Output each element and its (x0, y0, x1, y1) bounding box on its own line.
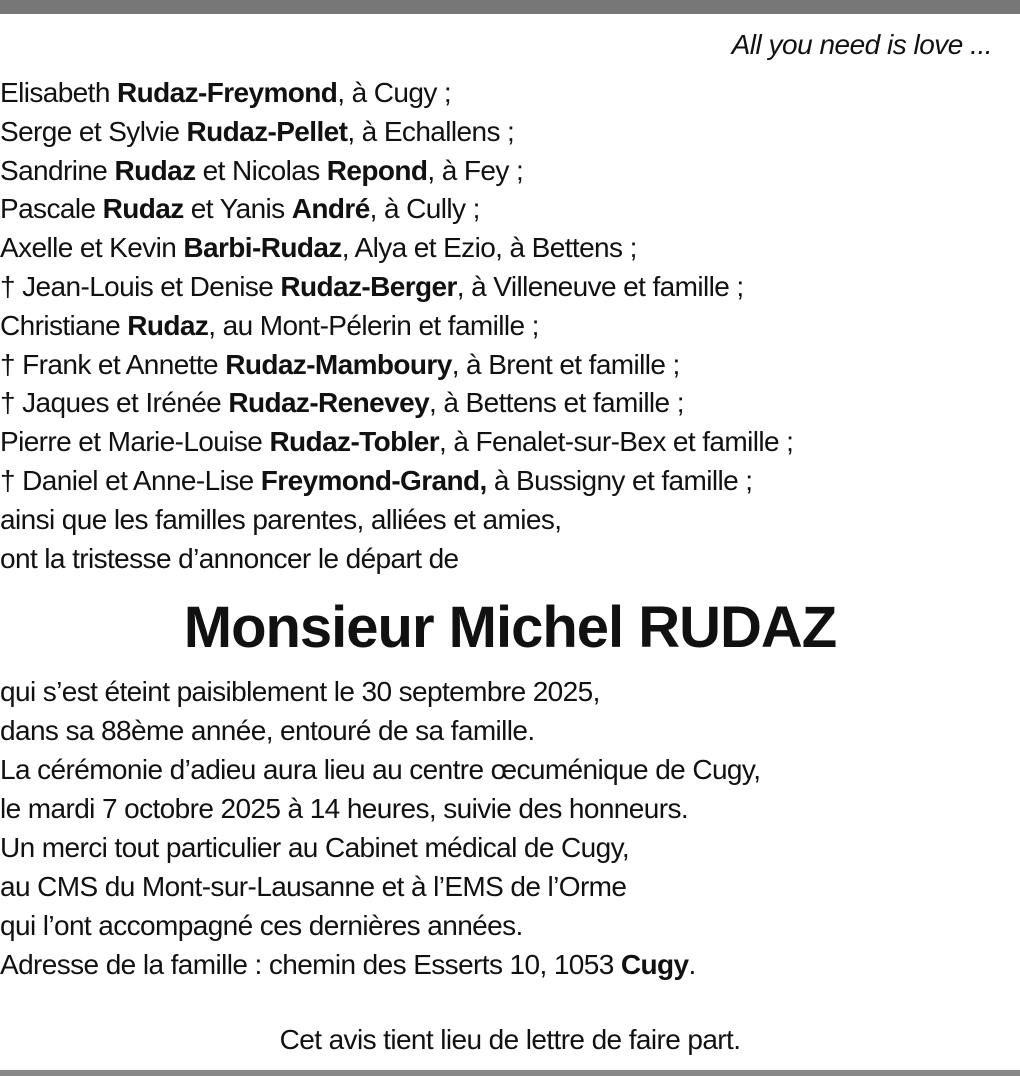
text: La cérémonie d’adieu aura lieu au centre œcuménique de Cugy, (0, 754, 761, 785)
family-line (0, 540, 1020, 579)
text: Christiane (0, 309, 128, 341)
text: le mardi 7 octobre 2025 à 14 heures, suivie des honneurs. (0, 793, 689, 824)
body-line (0, 672, 1020, 711)
surname: Rudaz-Berger (280, 270, 457, 302)
text: Axelle et Kevin (0, 232, 184, 264)
family-line (0, 501, 1020, 540)
text: , à Brent et famille ; (451, 348, 680, 380)
text: Pierre et Marie-Louise (0, 426, 270, 458)
family-line (0, 152, 1020, 191)
family-line (0, 229, 1020, 268)
bold-text: Cugy (620, 949, 689, 980)
body-line (0, 711, 1020, 750)
body-line (0, 906, 1020, 945)
family-line (0, 462, 1020, 501)
text: au CMS du Mont-sur-Lausanne et à l’EMS de l’Orme (0, 871, 627, 902)
family-line (0, 384, 1020, 423)
body-line (0, 945, 1020, 984)
surname: Barbi-Rudaz (183, 232, 342, 264)
family-line (0, 346, 1020, 385)
family-line (0, 190, 1020, 229)
text: † Jean-Louis et Denise (0, 270, 281, 302)
family-line (0, 113, 1020, 152)
family-line (0, 268, 1020, 307)
text: † Daniel et Anne-Lise (0, 464, 261, 496)
surname: Rudaz-Tobler (269, 426, 440, 458)
family-list (0, 74, 1020, 578)
surname: Repond (326, 154, 428, 186)
body-line (0, 789, 1020, 828)
surname: Rudaz-Renevey (228, 387, 430, 419)
surname: Rudaz (114, 154, 196, 186)
text: Pascale (0, 193, 103, 225)
family-line (0, 423, 1020, 462)
text: et Yanis (183, 193, 292, 225)
text: Adresse de la famille : chemin des Esserts 10, 1053 (0, 949, 621, 980)
text: . (688, 949, 696, 980)
top-border-rule (0, 0, 1020, 14)
surname: Rudaz-Freymond (116, 77, 338, 108)
text: , à Fenalet-sur-Bex et famille ; (439, 426, 794, 458)
text: , à Echallens ; (347, 115, 515, 147)
text: qui s’est éteint paisiblement le 30 septembre 2025, (0, 676, 600, 707)
text: qui l’ont accompagné ces dernières années. (0, 910, 523, 941)
surname: Rudaz-Mamboury (225, 348, 452, 380)
text: , au Mont-Pélerin et famille ; (208, 309, 539, 341)
text: dans sa 88ème année, entouré de sa famille. (0, 715, 535, 746)
text: † Frank et Annette (0, 348, 226, 380)
text: Un merci tout particulier au Cabinet médical de Cugy, (0, 832, 630, 863)
text: † Jaques et Irénée (0, 387, 229, 419)
body-line (0, 867, 1020, 906)
surname: Freymond-Grand, (260, 464, 487, 496)
announcement-body (0, 672, 1020, 984)
text: , à Cugy ; (337, 77, 452, 108)
body-line (0, 828, 1020, 867)
family-line (0, 74, 1020, 113)
text: et Nicolas (195, 154, 327, 186)
text: ainsi que les familles parentes, alliées et amies, (0, 503, 562, 535)
text: Elisabeth (0, 77, 117, 108)
text: à Bussigny et famille ; (486, 464, 753, 496)
text: , à Fey ; (427, 154, 524, 186)
body-line (0, 750, 1020, 789)
text: , à Cully ; (369, 193, 480, 225)
text: ont la tristesse d’annoncer le départ de (0, 542, 459, 574)
deceased-name-heading: Monsieur Michel RUDAZ (183, 595, 837, 660)
text: Serge et Sylvie (0, 115, 187, 147)
text: , à Villeneuve et famille ; (456, 270, 744, 302)
family-line (0, 307, 1020, 346)
bottom-border-rule (0, 1070, 1020, 1076)
text: , Alya et Ezio, à Bettens ; (341, 232, 637, 264)
motto-text: All you need is love ... (731, 29, 992, 60)
surname: Rudaz (102, 193, 184, 225)
closing-note: Cet avis tient lieu de lettre de faire part. (279, 1024, 741, 1055)
text: Sandrine (0, 154, 115, 186)
surname: Rudaz (127, 309, 209, 341)
surname: Rudaz-Pellet (186, 115, 348, 147)
text: , à Bettens et famille ; (429, 387, 684, 419)
surname: André (291, 193, 370, 225)
